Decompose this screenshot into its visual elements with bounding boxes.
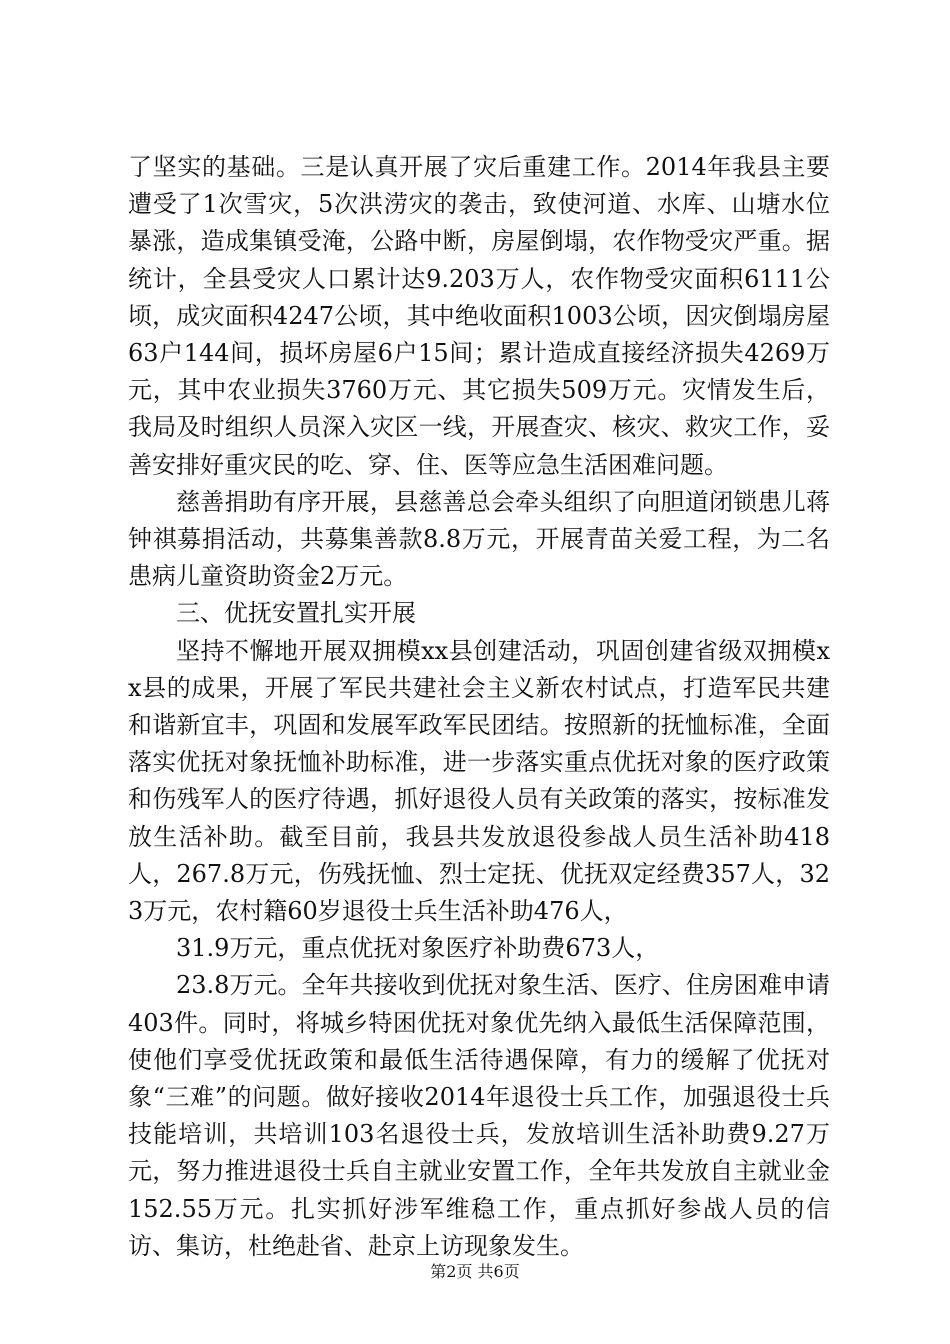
paragraph-double-support: 坚持不懈地开展双拥模xx县创建活动，巩固创建省级双拥模xx县的成果，开展了军民共建社会主义新农村试点，打造军民共建和谐新宜丰，巩固和发展军政军民团结。按照新的抚恤标准，全面落实优抚对象抚恤补助标准，进一步落实重点优抚对象的医疗政策和伤残军人的医疗待遇，抓好退役人员有关政策的落实，按标准发放生活补助。截至目前，我县共发放退役参战人员生活补助418人，267.8万元，伤残抚恤、烈士定抚、优抚双定经费357人，323万元，农村籍60岁退役士兵生活补助476人， xyxy=(128,636,830,926)
document-body xyxy=(128,149,830,1265)
paragraph-disaster-reconstruction: 了坚实的基础。三是认真开展了灾后重建工作。2014年我县主要遭受了1次雪灾，5次洪涝灾的袭击，致使河道、水库、山塘水位暴涨，造成集镇受淹，公路中断，房屋倒塌，农作物受灾严重。据统计，全县受灾人口累计达9.203万人，农作物受灾面积6111公顷，成灾面积4247公顷，其中绝收面积1003公顷，因灾倒塌房屋63户144间，损坏房屋6户15间；累计造成直接经济损失4269万元，其中农业损失3760万元、其它损失509万元。灾情发生后，我局及时组织人员深入灾区一线，开展查灾、核灾、救灾工作，妥善安排好重灾民的吃、穿、住、医等应急生活困难问题。 xyxy=(128,153,830,479)
page-number-footer: 第2页 共6页 xyxy=(430,1262,520,1281)
section-heading-preferential-care: 三、优抚安置扎实开展 xyxy=(176,599,416,628)
paragraph-veterans-resettlement: 23.8万元。全年共接收到优抚对象生活、医疗、住房困难申请403件。同时，将城乡特困优抚对象优先纳入最低生活保障范围，使他们享受优抚政策和最低生活待遇保障，有力的缓解了优抚对象“三难”的问题。做好接收2014年退役士兵工作，加强退役士兵技能培训，共培训103名退役士兵，发放培训生活补助费9.27万元，努力推进退役士兵自主就业安置工作，全年共发放自主就业金152.55万元。扎实抓好涉军维稳工作，重点抓好参战人员的信访、集访，杜绝赴省、赴京上访现象发生。 xyxy=(128,971,830,1260)
paragraph-charity-donation: 慈善捐助有序开展，县慈善总会牵头组织了向胆道闭锁患儿蒋钟祺募捐活动，共募集善款8.8万元，开展青苗关爱工程，为二名患病儿童资助资金2万元。 xyxy=(128,487,830,591)
paragraph-medical-subsidy: 31.9万元，重点优抚对象医疗补助费673人， xyxy=(176,934,660,963)
